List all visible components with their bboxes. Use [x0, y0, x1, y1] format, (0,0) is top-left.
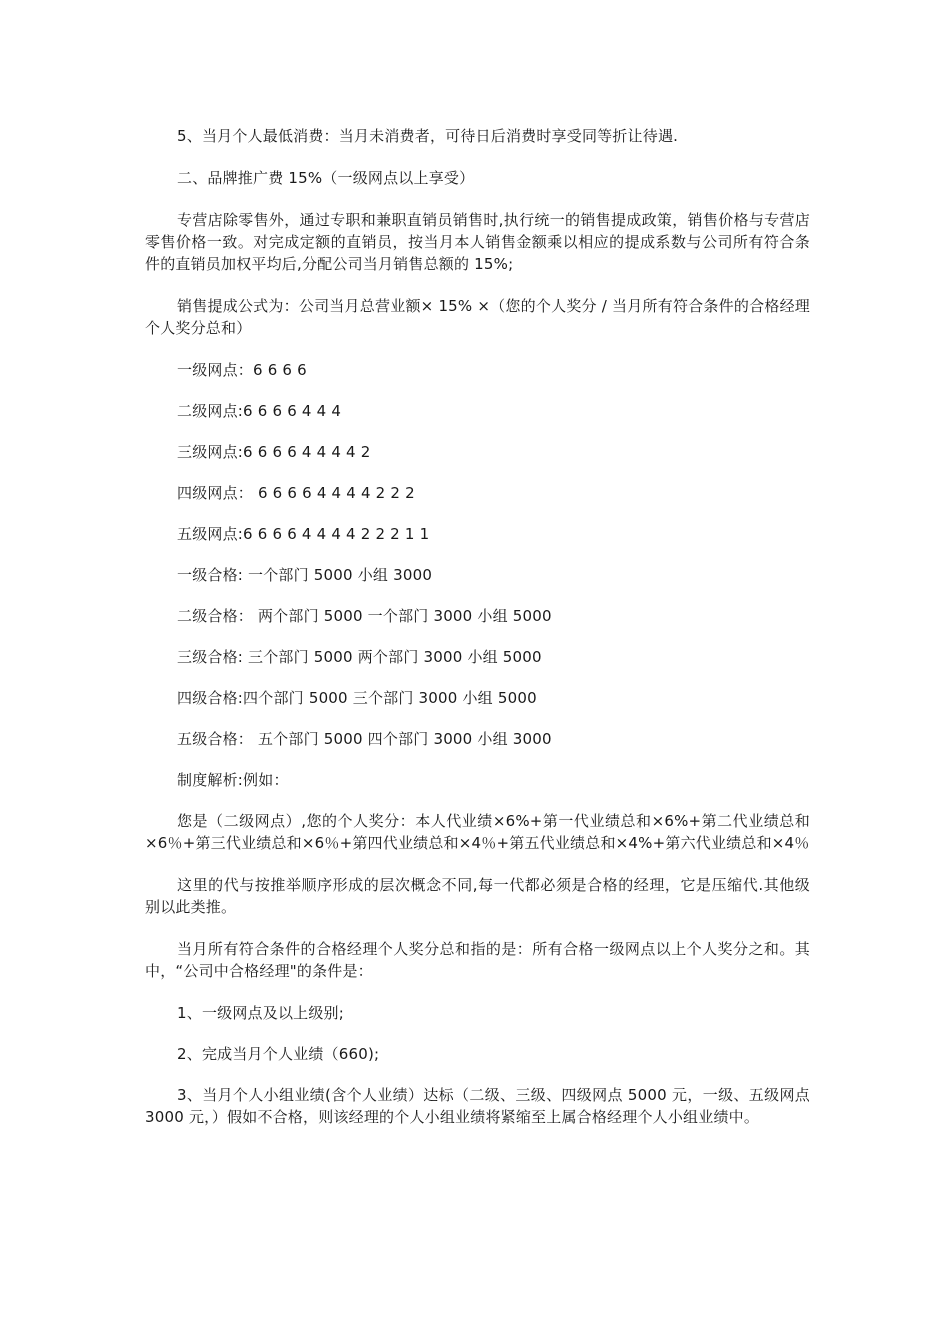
paragraph-generation-definition: 这里的代与按推举顺序形成的层次概念不同,每一代都必须是合格的经理，它是压缩代.其他级别以此类推。 — [145, 876, 810, 916]
paragraph-qualified-manager-sum: 当月所有符合条件的合格经理个人奖分总和指的是：所有合格一级网点以上个人奖分之和。其中，“公司中合格经理"的条件是： — [145, 940, 810, 980]
document-page — [145, 125, 810, 1148]
paragraph-level3-point: 三级网点:6 6 6 6 4 4 4 4 2 — [177, 443, 371, 461]
list-item-condition-2: 2、完成当月个人业绩（660); — [177, 1045, 380, 1063]
paragraph-level4-point: 四级网点： 6 6 6 6 4 4 4 4 2 2 2 — [177, 484, 415, 502]
paragraph-level5-point: 五级网点:6 6 6 6 4 4 4 4 2 2 2 1 1 — [177, 525, 430, 543]
paragraph-level2-qualified: 二级合格： 两个部门 5000 一个部门 3000 小组 5000 — [177, 607, 552, 625]
paragraph-commission-formula: 销售提成公式为：公司当月总营业额× 15% ×（您的个人奖分 / 当月所有符合条件的合格经理个人奖分总和） — [145, 297, 810, 337]
paragraph-store-sales-policy: 专营店除零售外，通过专职和兼职直销员销售时,执行统一的销售提成政策，销售价格与专营店零售价格一致。对完成定额的直销员，按当月本人销售金额乘以相应的提成系数与公司所有符合条件的直销员加权平均后,分配公司当月销售总额的 15%; — [145, 211, 810, 273]
paragraph-level2-point: 二级网点:6 6 6 6 4 4 4 — [177, 402, 342, 420]
paragraph-level4-qualified: 四级合格:四个部门 5000 三个部门 3000 小组 5000 — [177, 689, 537, 707]
paragraph-min-consumption: 5、当月个人最低消费：当月未消费者，可待日后消费时享受同等折让待遇. — [177, 127, 679, 145]
paragraph-level1-point: 一级网点：6 6 6 6 — [177, 361, 307, 379]
paragraph-analysis-example: 制度解析:例如： — [177, 771, 289, 789]
section-heading-brand-promotion: 二、品牌推广费 15%（一级网点以上享受） — [177, 169, 475, 187]
paragraph-level5-qualified: 五级合格： 五个部门 5000 四个部门 3000 小组 3000 — [177, 730, 552, 748]
paragraph-personal-bonus-example: 您是（二级网点）,您的个人奖分：本人代业绩×6%+第一代业绩总和×6%+第二代业绩总和×6％+第三代业绩总和×6％+第四代业绩总和×4％+第五代业绩总和×4%+第六代业绩总和×4％ — [145, 812, 810, 852]
list-item-condition-3: 3、当月个人小组业绩(含个人业绩）达标（二级、三级、四级网点 5000 元，一级、五级网点 3000 元，）假如不合格，则该经理的个人小组业绩将紧缩至上属合格经理个人小组业绩中。 — [145, 1086, 810, 1126]
paragraph-level1-qualified: 一级合格: 一个部门 5000 小组 3000 — [177, 566, 433, 584]
paragraph-level3-qualified: 三级合格: 三个部门 5000 两个部门 3000 小组 5000 — [177, 648, 542, 666]
list-item-condition-1: 1、一级网点及以上级别; — [177, 1004, 344, 1022]
